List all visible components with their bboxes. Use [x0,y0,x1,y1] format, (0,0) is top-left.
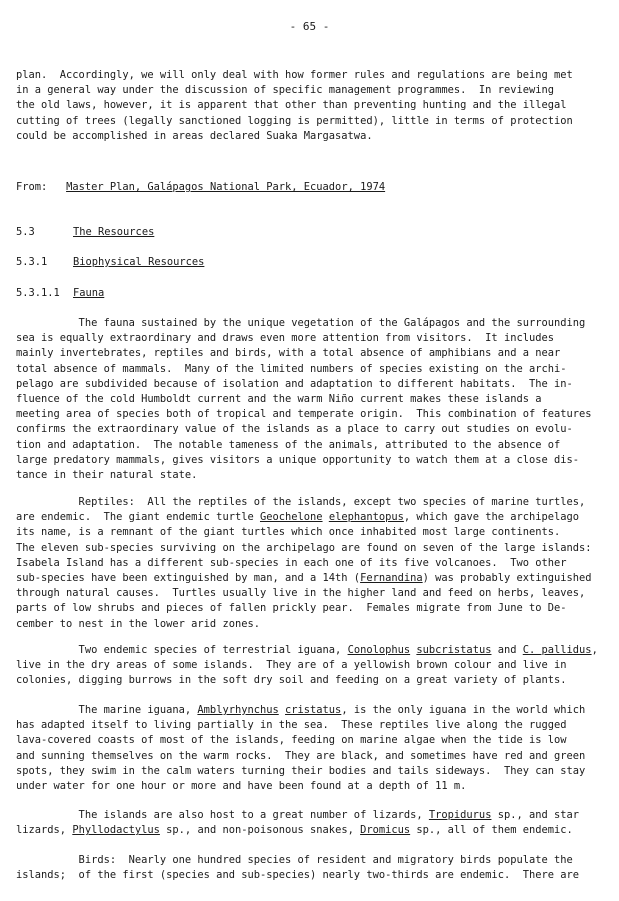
heading-5-3-1 [16,255,204,270]
heading-5-3-1-1 [16,286,104,301]
text-line: lizards, Phyllodactylus sp., and non-poisonous snakes, Dromicus sp., all of them endemic. [16,824,573,837]
text-line: through natural causes. Turtles usually live in the higher land and feed on herbs, leaves, [16,587,586,600]
birds-paragraph [16,853,608,883]
text-line: meeting area of species both of tropical and temperate origin. This combination of features [16,408,592,421]
page-number: - 65 - [289,20,330,33]
text-line: Two endemic species of terrestrial iguana, Conolophus subcristatus and C. pallidus, [16,644,598,656]
text-line: sub-species have been extinguished by man, and a 14th (Fernandina) was probably extinguished [16,572,592,585]
text-line: The fauna sustained by the unique vegetation of the Galápagos and the surrounding [16,317,586,329]
island-name: Fernandina [360,572,423,585]
species-name: elephantopus [328,511,404,524]
text-line: and sunning themselves on the warm rocks. They are black, and sometimes have red and green [16,749,586,762]
reptiles-paragraph [16,495,608,632]
text-line: mainly invertebrates, reptiles and birds, with a total absence of amphibians and a near [16,347,561,360]
source-title: Master Plan, Galápagos National Park, Ecuador, 1974 [66,181,386,193]
iguana-paragraph [16,643,608,689]
text-line: has adapted itself to living partially in the sea. These reptiles live along the rugged [16,719,567,732]
heading-number: 5.3.1.1 [16,287,60,299]
text-line: confirms the extraordinary value of the islands as a place to carry out studies on evolu- [16,423,573,436]
intro-paragraph [16,68,608,144]
species-name: Conolophus [347,644,411,656]
heading-number: 5.3.1 [16,256,48,268]
text-line: pelago are subdivided because of isolation and adaptation to different habitats. The in- [16,377,573,390]
species-name: cristatus [285,704,342,716]
text-line: islands; of the first (species and sub-species) nearly two-thirds are endemic. There are [16,869,580,882]
heading-5-3 [16,225,154,240]
heading-title: Biophysical Resources [73,256,205,268]
text-line: are endemic. The giant endemic turtle Geochelone elephantopus, which gave the archipelago [16,511,580,524]
heading-title: The Resources [73,226,155,238]
text-line: cutting of trees (legally sanctioned logging is permitted), little in terms of protection [16,114,573,127]
lizards-paragraph [16,808,608,838]
source-line [16,180,385,195]
text-line: parts of low shrubs and pieces of fallen prickly pear. Females migrate from June to De- [16,602,567,615]
source-label: From: [16,181,48,193]
text-line: Reptiles: All the reptiles of the islands, except two species of marine turtles, [16,496,586,508]
text-line: live in the dry areas of some islands. They are of a yellowish brown colour and live in [16,659,567,672]
text-line: lava-covered coasts of most of the islands, feeding on marine algae when the tide is low [16,734,567,747]
text-line: its name, is a remnant of the giant turtles which once inhabited most large continents. [16,526,561,539]
text-line: fluence of the cold Humboldt current and the warm Niño current makes these islands a [16,393,542,406]
heading-title: Fauna [73,287,105,299]
text-line: cember to nest in the lower arid zones. [16,617,260,630]
text-line: tion and adaptation. The notable tameness of the animals, attributed to the absence of [16,438,561,451]
species-name: Tropidurus [428,809,492,821]
text-line: The islands are also host to a great number of lizards, Tropidurus sp., and star [16,809,580,821]
text-line: the old laws, however, it is apparent that other than preventing hunting and the illegal [16,99,567,112]
text-line: under water for one hour or more and have been found at a depth of 11 m. [16,780,467,793]
text-line: The marine iguana, Amblyrhynchus cristatus, is the only iguana in the world which [16,704,586,716]
species-name: subcristatus [416,644,492,656]
text-line: tance in their natural state. [16,469,198,482]
text-line: sea is equally extraordinary and draws even more attention from visitors. It includes [16,332,554,345]
text-line: The eleven sub-species surviving on the archipelago are found on seven of the large islands: [16,541,592,554]
text-line: plan. Accordingly, we will only deal with how former rules and regulations are being met [16,69,573,81]
fauna-paragraph [16,316,608,483]
text-line: total absence of mammals. Many of the limited numbers of species existing on the archi- [16,362,567,375]
text-line: in a general way under the discussion of specific management programmes. In reviewing [16,84,554,97]
marine-iguana-paragraph [16,703,608,794]
text-line: colonies, digging burrows in the soft dry soil and feeding on a great variety of plants. [16,674,567,687]
text-line: could be accomplished in areas declared Suaka Margasatwa. [16,129,373,142]
species-name: Amblyrhynchus [197,704,279,716]
text-line: large predatory mammals, gives visitors a unique opportunity to watch them at a close dis- [16,453,580,466]
species-name: Phyllodactylus [72,824,160,837]
species-name: Dromicus [360,824,411,837]
text-line: Birds: Nearly one hundred species of resident and migratory birds populate the [16,854,573,866]
species-name: Geochelone [259,511,323,524]
species-name: C. pallidus [522,644,592,656]
text-line: Isabela Island has a different sub-species in each one of its five volcanoes. Two other [16,556,567,569]
heading-number: 5.3 [16,226,35,238]
text-line: spots, they swim in the calm waters turning their bodies and tails sideways. They can stay [16,764,586,777]
